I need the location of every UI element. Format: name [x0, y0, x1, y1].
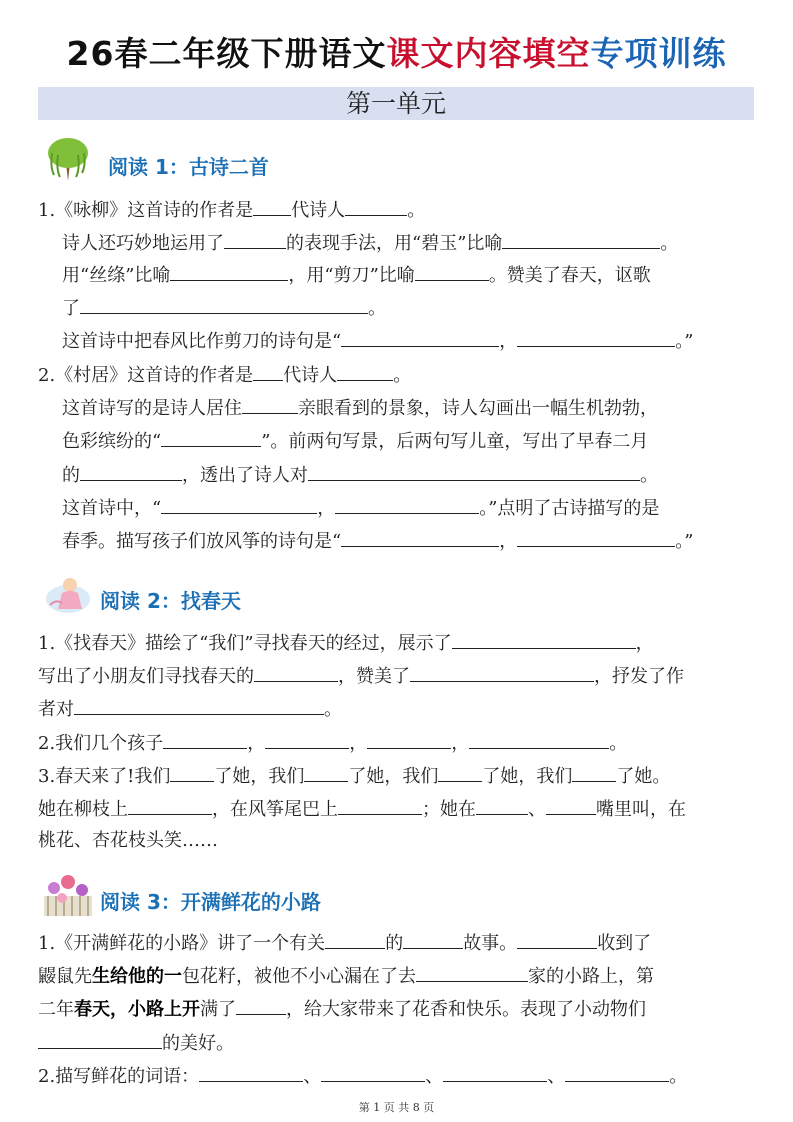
text: 这首诗写的是诗人居住: [62, 398, 242, 419]
text: 。: [393, 365, 412, 386]
text: 用“丝绦”比喻: [62, 265, 171, 286]
s2-line-4: [38, 730, 627, 756]
blank[interactable]: [163, 730, 247, 749]
text: ，透出了诗人对: [182, 465, 308, 486]
text: 3.春天来了!我们: [38, 766, 171, 787]
blank[interactable]: [415, 262, 489, 281]
section-3-title: 阅读 3：开满鲜花的小路: [100, 890, 321, 914]
text: 。: [609, 733, 628, 754]
text: 了: [62, 298, 80, 319]
title-part-2: 课文内容填空: [386, 34, 591, 73]
flower-fence-icon: [42, 870, 94, 918]
text: 了她，我们: [482, 766, 573, 787]
blank[interactable]: [308, 462, 640, 481]
blank[interactable]: [170, 763, 214, 782]
text: ，: [499, 531, 518, 552]
text: ，: [499, 331, 518, 352]
blank[interactable]: [338, 796, 422, 815]
s2-line-1: [38, 630, 654, 656]
text: 的: [385, 933, 404, 954]
bold-text: 春天，小路上开: [74, 999, 200, 1020]
section-3: [38, 878, 754, 920]
text: 了她。: [616, 766, 671, 787]
s1-line-11: [62, 528, 693, 554]
text: 。赞美了春天，讴歌: [488, 265, 651, 286]
title-part-3: 专项训练: [590, 34, 727, 73]
s2-line-7: [38, 829, 218, 853]
blank[interactable]: [517, 930, 597, 949]
text: ，: [247, 733, 266, 754]
title-part-1: 26春二年级下册语文: [66, 34, 387, 73]
text: 的表现手法，用“碧玉”比喻: [286, 233, 503, 254]
blank[interactable]: [161, 495, 317, 514]
spring-girl-icon: [42, 569, 94, 617]
text: 1.《找春天》描绘了“我们”寻找春天的经过，展示了: [38, 633, 452, 654]
bold-text: 生给他的一: [92, 966, 182, 987]
s2-line-5: [38, 763, 670, 789]
text: 家的小路上，第: [528, 966, 654, 987]
text: 。”点明了古诗描写的是: [479, 498, 660, 519]
text: 收到了: [597, 933, 652, 954]
blank[interactable]: [469, 730, 609, 749]
text: 的: [62, 465, 80, 486]
s3-line-3: [38, 996, 646, 1022]
section-1-title: 阅读 1：古诗二首: [108, 155, 269, 179]
text: ，: [349, 733, 368, 754]
blank[interactable]: [443, 1063, 547, 1082]
text: 、: [425, 1066, 444, 1087]
text: ，: [317, 498, 336, 519]
text: 包花籽，被他不小心漏在了去: [182, 966, 416, 987]
text: 代诗人: [291, 200, 346, 221]
text: 嘴里叫，在: [596, 799, 686, 820]
blank[interactable]: [335, 495, 479, 514]
text: ，用“剪刀”比喻: [288, 265, 415, 286]
text: ，: [451, 733, 470, 754]
text: 春季。描写孩子们放风筝的诗句是“: [62, 531, 342, 552]
blank[interactable]: [170, 262, 288, 281]
blank[interactable]: [80, 295, 368, 314]
section-1: [38, 143, 754, 185]
text: 代诗人: [283, 365, 338, 386]
s1-line-2: [62, 230, 678, 256]
blank[interactable]: [254, 663, 338, 682]
s3-line-1: [38, 930, 651, 956]
section-3-header: [38, 878, 754, 920]
blank[interactable]: [253, 197, 291, 216]
blank[interactable]: [242, 395, 298, 414]
text: 色彩缤纷的“: [62, 431, 162, 452]
text: 、: [547, 1066, 566, 1087]
text: 者对: [38, 699, 74, 720]
text: ，: [635, 633, 654, 654]
s3-line-5: [38, 1063, 687, 1089]
blank[interactable]: [337, 362, 393, 381]
blank[interactable]: [452, 630, 636, 649]
s3-line-4: [38, 1030, 234, 1056]
blank[interactable]: [161, 428, 261, 447]
text: ，在风筝尾巴上: [212, 799, 338, 820]
text: 、: [303, 1066, 322, 1087]
blank[interactable]: [325, 930, 385, 949]
s1-line-5: [62, 328, 693, 354]
s1-line-7: [62, 395, 658, 421]
blank[interactable]: [403, 930, 463, 949]
s1-line-6: [38, 362, 411, 388]
blank[interactable]: [367, 730, 451, 749]
blank[interactable]: [236, 996, 286, 1015]
blank[interactable]: [224, 230, 286, 249]
text: 亲眼看到的景象，诗人勾画出一幅生机勃勃，: [298, 398, 658, 419]
blank[interactable]: [265, 730, 349, 749]
text: 她在柳枝上: [38, 799, 128, 820]
text: ”。前两句写景，后两句写儿童，写出了早春二月: [261, 431, 649, 452]
text: 。: [368, 298, 386, 319]
s2-line-2: [38, 663, 684, 689]
text: 2.描写鲜花的词语：: [38, 1066, 200, 1087]
blank[interactable]: [416, 963, 528, 982]
text: 。: [660, 233, 679, 254]
text: 。: [669, 1066, 688, 1087]
s1-line-8: [62, 428, 648, 454]
text: 故事。: [463, 933, 518, 954]
s1-line-9: [62, 462, 658, 488]
text: 。: [324, 699, 342, 720]
blank[interactable]: [565, 1063, 669, 1082]
text: 满了: [200, 999, 236, 1020]
blank[interactable]: [502, 230, 660, 249]
text: 了她，我们: [214, 766, 305, 787]
blank[interactable]: [476, 796, 528, 815]
blank[interactable]: [438, 763, 482, 782]
text: 桃花、杏花枝头笑……: [38, 830, 218, 851]
text: ，抒发了作: [594, 666, 684, 687]
text: 1.《咏柳》这首诗的作者是: [38, 200, 254, 221]
text: 诗人还巧妙地运用了: [62, 233, 224, 254]
text: 这首诗中把春风比作剪刀的诗句是“: [62, 331, 342, 352]
text: 。: [640, 465, 658, 486]
text: 鼹鼠先: [38, 966, 92, 987]
blank[interactable]: [128, 796, 212, 815]
s1-line-1: [38, 197, 425, 223]
blank[interactable]: [74, 696, 324, 715]
s3-line-2: [38, 963, 654, 989]
blank[interactable]: [304, 763, 348, 782]
s1-line-10: [62, 495, 659, 521]
text: 2.《村居》这首诗的作者是: [38, 365, 254, 386]
section-2: [38, 577, 754, 619]
page-footer: 第 1 页 共 8 页: [358, 1101, 435, 1114]
text: ，给大家带来了花香和快乐。表现了小动物们: [286, 999, 646, 1020]
page-title: [0, 28, 793, 75]
text: ，赞美了: [338, 666, 410, 687]
blank[interactable]: [410, 663, 594, 682]
blank[interactable]: [38, 1030, 162, 1049]
blank[interactable]: [253, 362, 283, 381]
s1-line-4: [62, 295, 386, 321]
s2-line-3: [38, 696, 342, 722]
text: 。”: [675, 531, 694, 552]
blank[interactable]: [517, 528, 675, 547]
text: 、: [528, 799, 546, 820]
text: 2.我们几个孩子: [38, 733, 164, 754]
text: 二年: [38, 999, 74, 1020]
s2-line-6: [38, 796, 686, 822]
blank[interactable]: [546, 796, 596, 815]
text: 这首诗中，“: [62, 498, 162, 519]
blank[interactable]: [345, 197, 407, 216]
s1-line-3: [62, 262, 651, 288]
blank[interactable]: [341, 328, 499, 347]
section-1-header: [38, 143, 754, 185]
blank[interactable]: [80, 462, 182, 481]
unit-heading: 第一单元: [38, 87, 754, 120]
blank[interactable]: [341, 528, 499, 547]
text: 。: [407, 200, 426, 221]
blank[interactable]: [199, 1063, 303, 1082]
blank[interactable]: [517, 328, 675, 347]
blank[interactable]: [572, 763, 616, 782]
text: 。”: [675, 331, 694, 352]
text: ；她在: [422, 799, 476, 820]
text: 了她，我们: [348, 766, 439, 787]
text: 的美好。: [162, 1033, 234, 1054]
section-2-title: 阅读 2：找春天: [100, 589, 241, 613]
text: 写出了小朋友们寻找春天的: [38, 666, 254, 687]
blank[interactable]: [321, 1063, 425, 1082]
willow-tree-icon: [42, 135, 94, 183]
section-2-header: [38, 577, 754, 619]
text: 1.《开满鲜花的小路》讲了一个有关: [38, 933, 326, 954]
